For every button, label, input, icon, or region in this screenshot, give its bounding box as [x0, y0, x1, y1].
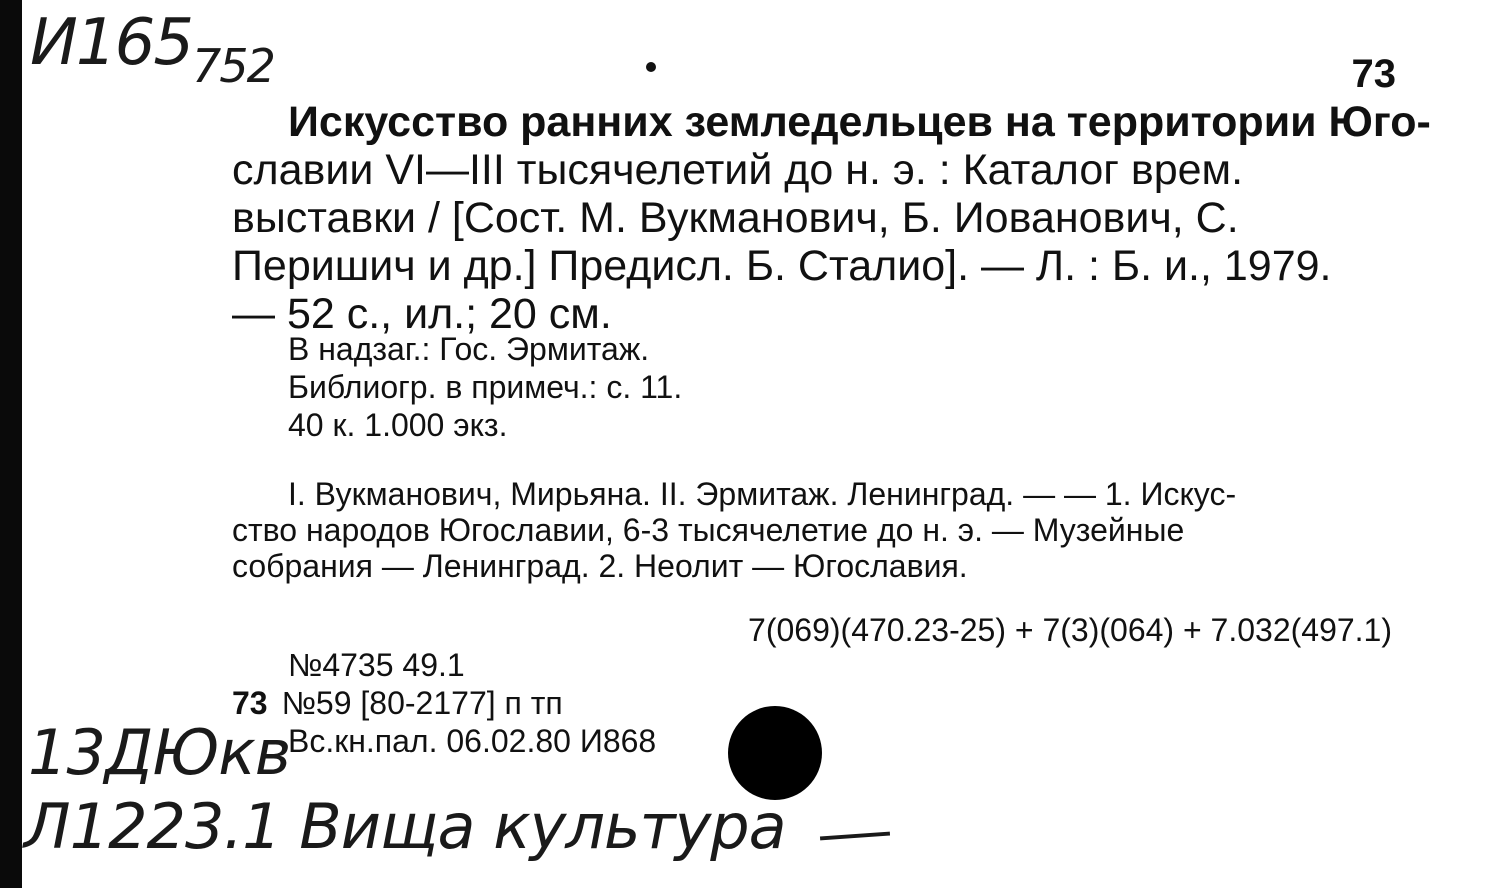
handwritten-note-1: 13ДЮкв	[28, 716, 291, 789]
chamber-line: Вс.кн.пал. 06.02.80 И868	[288, 723, 657, 759]
title-line-3: выставки / [Сост. М. Вукманович, Б. Иованович, С.	[232, 194, 1239, 242]
bibliographic-description	[232, 98, 1431, 338]
title-line-1: Искусство ранних земледельцев на территории Юго-	[288, 98, 1431, 146]
shelfmark-sub: 752	[192, 39, 274, 93]
subject-headings	[232, 476, 1392, 584]
record-line-num: 73	[232, 685, 268, 721]
subject-line: I. Вукманович, Мирьяна. II. Эрмитаж. Ленинград. — — 1. Искус-	[288, 476, 1237, 512]
notes-block	[288, 330, 682, 444]
handwritten-shelfmark	[30, 6, 274, 93]
record-line	[232, 684, 656, 722]
record-number: №4735 49.1	[288, 647, 465, 683]
note-line: В надзаг.: Гос. Эрмитаж.	[288, 331, 650, 367]
subject-line: ство народов Югославии, 6-3 тысячелетие до н. э. — Музейные	[232, 512, 1185, 548]
card-left-edge	[0, 0, 22, 888]
handwritten-underline	[820, 832, 890, 841]
classification-index: 7(069)(470.23-25) + 7(3)(064) + 7.032(497.1)	[748, 612, 1392, 648]
note-line: Библиогр. в примеч.: с. 11.	[288, 369, 683, 405]
title-line-4: Перишич и др.] Предисл. Б. Сталио]. — Л. : Б. и., 1979.	[232, 242, 1332, 290]
subject-line: собрания — Ленинград. 2. Неолит — Югославия.	[232, 548, 968, 584]
handwritten-note-2: Л1223.1 Вища культура	[24, 790, 786, 863]
title-line-5: — 52 с., ил.; 20 см.	[232, 290, 612, 338]
punch-hole	[728, 706, 822, 800]
shelfmark-main: И165	[30, 6, 193, 80]
ink-dot	[646, 62, 656, 72]
page-number: 73	[1351, 52, 1396, 96]
record-line-text: №59 [80-2177] п тп	[281, 685, 563, 721]
title-line-2: славии VI—III тысячелетий до н. э. : Каталог врем.	[232, 146, 1244, 194]
note-line: 40 к. 1.000 экз.	[288, 407, 508, 443]
record-info	[232, 646, 656, 760]
